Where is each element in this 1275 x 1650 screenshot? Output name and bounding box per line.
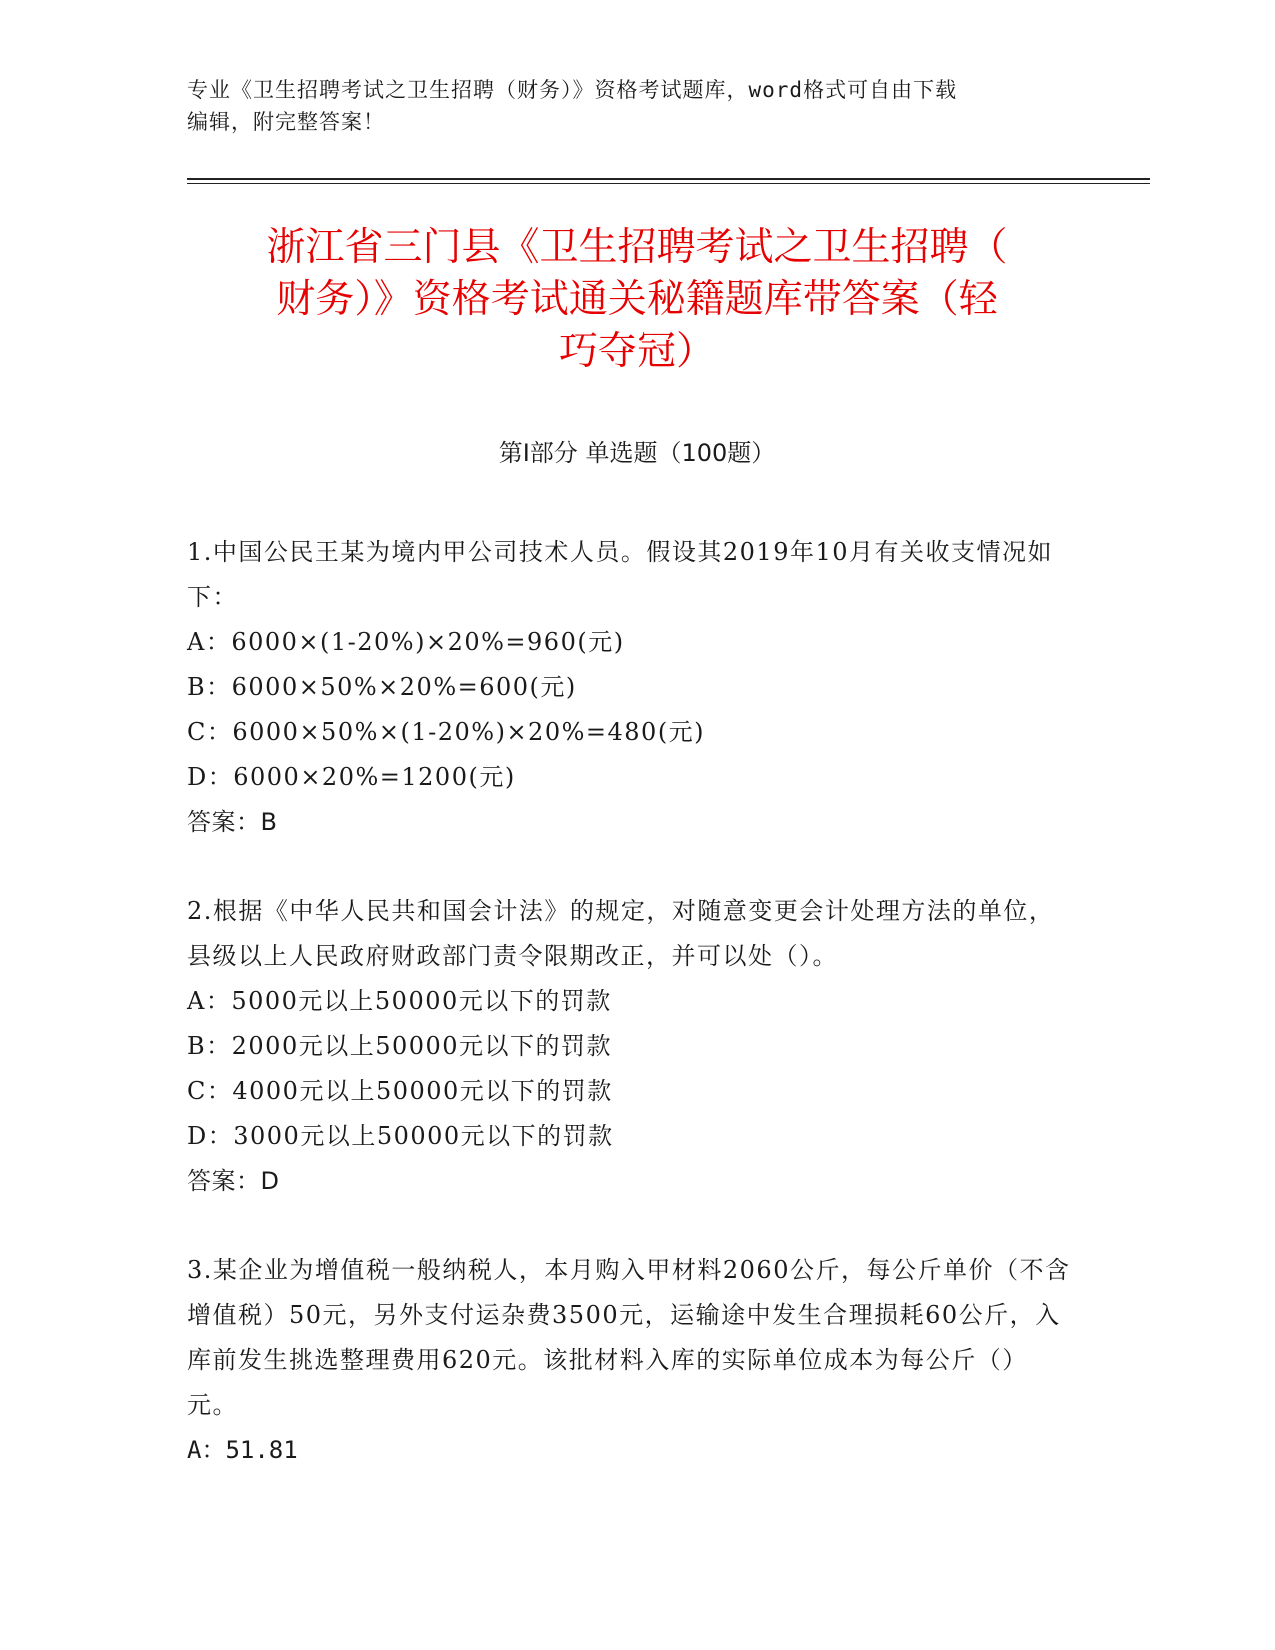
option-c: C：4000元以上50000元以下的罚款 (187, 1077, 613, 1105)
document-title (187, 222, 1087, 378)
document-title-line3: 巧夺冠） (558, 329, 715, 374)
question-1 (187, 530, 1077, 845)
option-c: C：6000×50%×(1-20%)×20%=480(元) (187, 718, 706, 746)
question-stem: 1.中国公民王某为境内甲公司技术人员。假设其2019年10月有关收支情况如下： (187, 538, 1054, 611)
question-stem: 2.根据《中华人民共和国会计法》的规定，对随意变更会计处理方法的单位，县级以上人民政府财政部门责令限期改正，并可以处（）。 (187, 897, 1055, 970)
document-title-line2: 财务）》资格考试通关秘籍题库带答案（轻 (276, 277, 998, 322)
question-list (187, 530, 1077, 1517)
header-note-line2: 编辑，附完整答案！ (187, 110, 385, 134)
question-3 (187, 1248, 1077, 1473)
header-divider-thin (187, 183, 1150, 184)
option-a: A：5000元以上50000元以下的罚款 (187, 987, 612, 1015)
option-d: D：6000×20%=1200(元) (187, 763, 516, 791)
option-a: A：6000×(1-20%)×20%=960(元) (187, 628, 625, 656)
section-heading: 第Ⅰ部分 单选题（100题） (498, 439, 776, 467)
header-divider-thick (187, 178, 1150, 180)
answer-line: 答案：B (187, 808, 278, 836)
question-stem: 3.某企业为增值税一般纳税人，本月购入甲材料2060公斤，每公斤单价（不含增值税）50元，另外支付运杂费3500元，运输途中发生合理损耗60公斤，入库前发生挑选整理费用620元。该批材料入库的实际单位成本为每公斤（）元。 (187, 1256, 1071, 1419)
option-a: A：51.81 (187, 1436, 298, 1464)
question-2 (187, 889, 1077, 1204)
answer-line: 答案：D (187, 1167, 280, 1195)
option-b: B：6000×50%×20%=600(元) (187, 673, 577, 701)
header-note (187, 74, 1087, 138)
option-d: D：3000元以上50000元以下的罚款 (187, 1122, 614, 1150)
header-note-line1: 专业《卫生招聘考试之卫生招聘（财务）》资格考试题库，word格式可自由下载 (187, 78, 958, 102)
option-b: B：2000元以上50000元以下的罚款 (187, 1032, 613, 1060)
document-title-line1: 浙江省三门县《卫生招聘考试之卫生招聘（ (266, 225, 1008, 270)
